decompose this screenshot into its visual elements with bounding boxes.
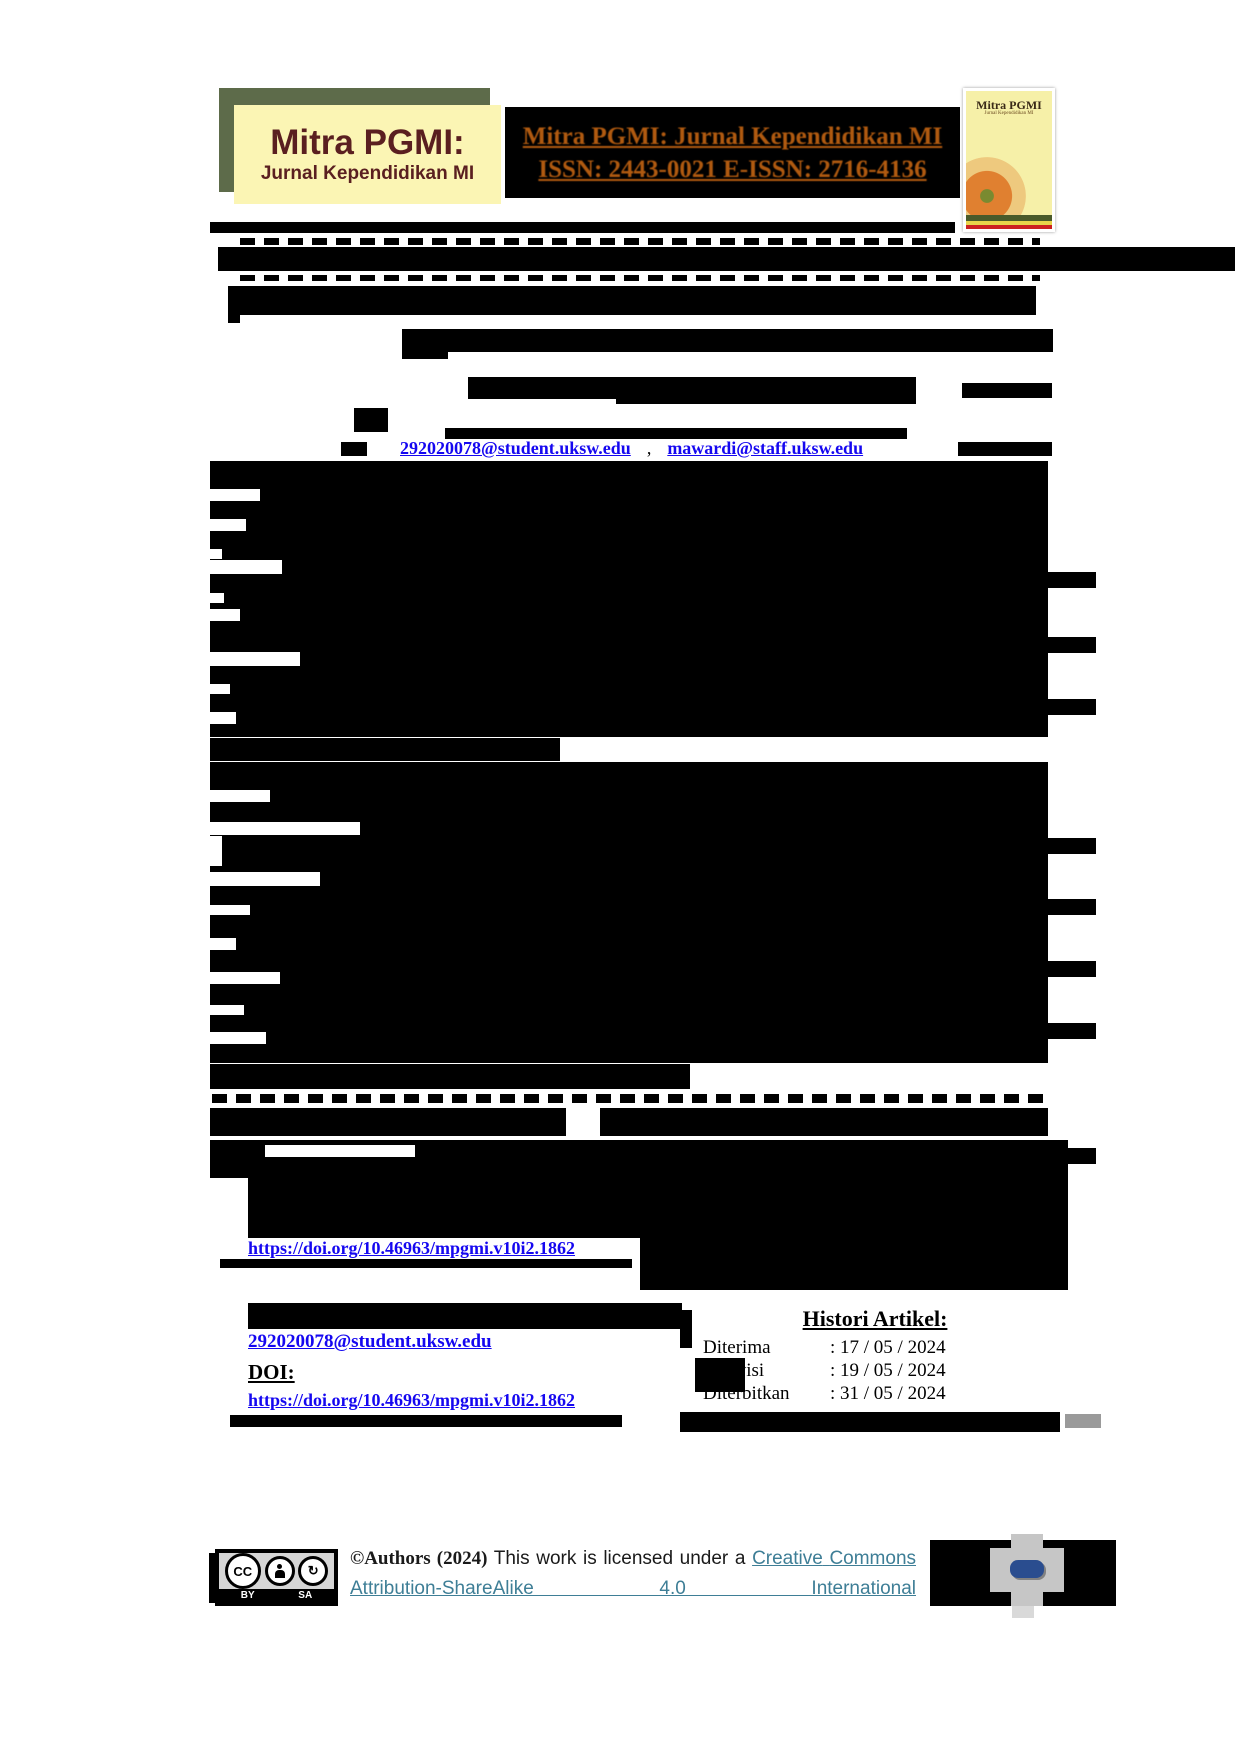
cc-sa-label: SA: [298, 1590, 313, 1601]
license-middle-text: This work is licensed under a: [493, 1548, 746, 1569]
redacted-line-end: [1048, 961, 1096, 977]
cover-title: Mitra PGMI: [976, 98, 1042, 112]
emblem-tab: [1012, 1606, 1034, 1618]
redaction-gap: [210, 1005, 244, 1015]
page-number-box: [1065, 1414, 1101, 1428]
journal-cover-art: [966, 91, 1052, 229]
cc-logo-icon: CC: [225, 1553, 261, 1589]
redaction-gap: [265, 1145, 415, 1157]
license-authors-text: ©Authors (2024): [350, 1548, 488, 1569]
redacted-article-title: [228, 286, 1036, 315]
redaction-gap: [210, 684, 230, 694]
cover-bottom-stripes: [966, 215, 1052, 229]
cc-badge-labels: [219, 1589, 334, 1602]
redaction-gap: [210, 549, 222, 559]
history-row-published: [680, 1382, 1070, 1405]
redacted-line-end: [1048, 572, 1096, 588]
redacted-text-block: [354, 408, 388, 432]
redaction-gap: [210, 593, 224, 603]
redacted-text-block: [962, 383, 1052, 398]
history-row-revised: [680, 1359, 1070, 1382]
redacted-dash-row: [240, 238, 1040, 245]
footer-author-email-link[interactable]: 292020078@student.uksw.edu: [248, 1331, 492, 1352]
redaction-gap: [210, 836, 222, 866]
redaction-gap: [210, 872, 320, 886]
license-statement: [350, 1544, 916, 1605]
redaction-gap: [210, 790, 270, 802]
redaction-gap: [210, 519, 246, 531]
author-emails-line: [400, 438, 863, 459]
journal-cover-thumbnail: [963, 88, 1055, 232]
redacted-text-block: [341, 442, 367, 456]
history-row-received: [680, 1336, 1070, 1359]
redacted-text-block: [210, 1064, 690, 1089]
journal-banner: [505, 107, 960, 198]
cc-badge-icons: [219, 1553, 334, 1589]
author-email-link-2[interactable]: mawardi@staff.uksw.edu: [667, 438, 864, 458]
cc-by-sa-badge[interactable]: [215, 1549, 338, 1606]
redacted-text-block: [680, 1412, 1060, 1432]
share-alike-arrow-icon: ↻: [298, 1556, 328, 1586]
redaction-gap: [210, 560, 282, 574]
redaction-gap: [210, 1032, 266, 1044]
author-email-link-1[interactable]: 292020078@student.uksw.edu: [400, 438, 631, 458]
article-history-title: Histori Artikel:: [802, 1306, 948, 1331]
redaction-gap: [210, 938, 236, 950]
redacted-abstract-block: [210, 461, 1048, 737]
redacted-line-end: [1048, 1023, 1096, 1039]
cover-subtitle: Jurnal Kependidikan MI: [984, 111, 1034, 116]
redacted-dash-row: [240, 275, 1040, 281]
redacted-line-end: [1048, 637, 1096, 653]
redaction-gap: [210, 1178, 248, 1240]
history-label: Diterbitkan: [703, 1383, 790, 1405]
redacted-affiliation-line: [468, 377, 916, 399]
redacted-text-block: [230, 1415, 622, 1427]
redacted-text-block: [210, 222, 955, 233]
redacted-text-block: [210, 1108, 1048, 1136]
redaction-gap: [210, 489, 260, 501]
redaction-gap: [210, 822, 360, 835]
redacted-line-end: [1048, 838, 1096, 854]
redaction-gap: [210, 905, 250, 915]
history-label: Direvisi: [703, 1360, 765, 1382]
redaction-gap: [210, 972, 280, 984]
redaction-gap: [210, 712, 236, 724]
redacted-text-block: [640, 1230, 1068, 1290]
history-label: Diterima: [703, 1337, 771, 1358]
history-value: : 19 / 05 / 2024: [830, 1360, 946, 1382]
journal-logo-subtitle: Jurnal Kependidikan MI: [260, 162, 475, 184]
redacted-abstract-block: [210, 762, 1048, 1063]
history-value: : 31 / 05 / 2024: [830, 1383, 946, 1405]
banner-issn-link[interactable]: ISSN: 2443-0021 E-ISSN: 2716-4136: [538, 155, 927, 183]
attribution-person-icon: [265, 1556, 295, 1586]
license-link[interactable]: Creative Commons Attribution-ShareAlike 4.0 International: [350, 1548, 917, 1600]
article-history-box: [680, 1306, 1070, 1406]
footer-doi-link[interactable]: https://doi.org/10.46963/mpgmi.v10i2.1862: [248, 1390, 576, 1410]
cc-by-label: BY: [240, 1590, 255, 1601]
journal-logo: [234, 105, 501, 204]
redacted-text-block: [402, 352, 448, 359]
redacted-text-block: [616, 399, 916, 404]
redacted-text-block: [958, 442, 1052, 456]
redacted-line-end: [1048, 1148, 1096, 1164]
journal-logo-title: Mitra PGMI:: [270, 123, 465, 163]
redacted-dash-row: [212, 1094, 1048, 1103]
institution-emblem-icon: [990, 1534, 1064, 1606]
history-value: : 17 / 05 / 2024: [830, 1337, 946, 1358]
doi-inline-link[interactable]: https://doi.org/10.46963/mpgmi.v10i2.1862: [248, 1238, 576, 1258]
redacted-text-block: [248, 1303, 682, 1329]
institution-emblem-box: [930, 1540, 1116, 1606]
banner-journal-name-link[interactable]: Mitra PGMI: Jurnal Kependidikan MI: [522, 122, 943, 150]
redacted-text-block: [220, 1259, 632, 1268]
redacted-line-end: [1048, 899, 1096, 915]
redacted-line-end: [1048, 699, 1096, 715]
email-separator: ,: [646, 438, 652, 458]
redacted-text-block: [218, 247, 1235, 271]
redaction-gap: [210, 609, 240, 621]
redaction-gap: [566, 1108, 600, 1136]
redacted-author-line: [402, 329, 1053, 352]
redaction-gap: [210, 652, 300, 666]
doi-label: DOI:: [248, 1360, 295, 1384]
redacted-text-block: [228, 315, 240, 323]
redacted-text-block: [210, 738, 560, 761]
